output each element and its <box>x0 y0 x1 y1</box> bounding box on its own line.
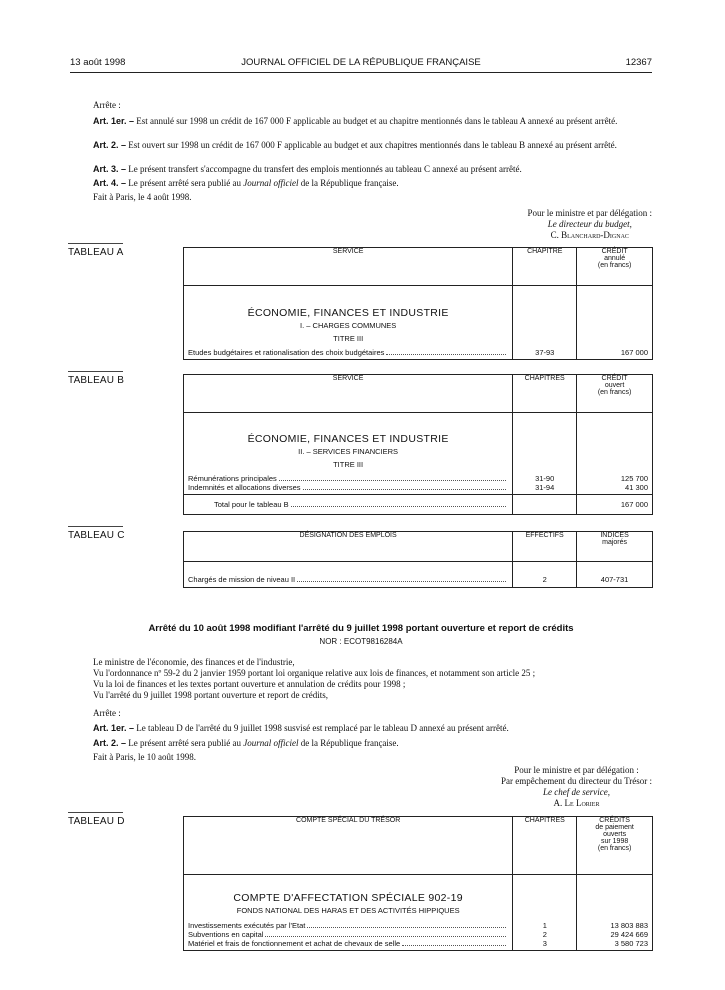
tableau-c-label: TABLEAU C <box>68 526 125 541</box>
account-title: COMPTE D'AFFECTATION SPÉCIALE 902-19 <box>233 892 463 904</box>
tableau-b-label: TABLEAU B <box>68 371 124 386</box>
col-credit: CRÉDIT annulé (en francs) <box>577 248 653 286</box>
tableau-c <box>183 531 653 588</box>
header-date: 13 août 1998 <box>70 57 126 68</box>
header-journal: JOURNAL OFFICIEL DE LA RÉPUBLIQUE FRANÇAISE <box>241 57 481 68</box>
visa-arrete: Vu l'arrêté du 9 juillet 1998 portant ouverture et report de crédits, <box>93 690 329 700</box>
decree-title: Arrêté du 10 août 1998 modifiant l'arrêté du 9 juillet 1998 portant ouverture et report de crédits <box>148 623 574 634</box>
arrete-heading: Arrête : <box>93 708 121 718</box>
col-indices: INDICES majorés <box>577 532 653 562</box>
row-credit: 125 700 <box>620 474 648 483</box>
table-row: Investissements exécutés par l'Etat <box>188 921 508 930</box>
row-chapitre: 37-93 <box>513 286 577 360</box>
col-compte: COMPTE SPÉCIAL DU TRÉSOR <box>184 817 513 875</box>
row-chapitre: 31-90 <box>535 474 555 483</box>
ministry-title: ÉCONOMIE, FINANCES ET INDUSTRIE <box>247 307 449 319</box>
article-4: Art. 4. – Le présent arrêté sera publié au Journal officiel de la République française. <box>93 178 399 188</box>
visa-minister: Le ministre de l'économie, des finances et de l'industrie, <box>93 657 295 667</box>
row-credit: 29 424 669 <box>610 930 648 939</box>
tableau-d <box>183 816 653 951</box>
signature-block: Pour le ministre et par délégation : Le directeur du budget, C. Blanchard-Dignac <box>527 208 652 240</box>
col-designation: DÉSIGNATION DES EMPLOIS <box>184 532 513 562</box>
row-chapitre: 2 <box>542 930 547 939</box>
row-chapitre: 1 <box>542 921 547 930</box>
row-credit: 167 000 <box>577 286 653 360</box>
table-row: Indemnités et allocations diverses <box>188 483 508 492</box>
fait-a-paris: Fait à Paris, le 4 août 1998. <box>93 192 192 202</box>
nor-reference: NOR : ECOT9816284A <box>319 637 403 646</box>
tableau-b <box>183 374 653 515</box>
table-row: Chargés de mission de niveau II <box>188 575 508 584</box>
visa-loi: Vu la loi de finances et les textes portant ouverture et annulation de crédits pour 1998 ; <box>93 679 406 689</box>
col-credit: CRÉDIT ouvert (en francs) <box>577 375 653 413</box>
col-effectifs: EFFECTIFS <box>513 532 577 562</box>
section-title: II. – SERVICES FINANCIERS <box>298 447 399 456</box>
page-header <box>70 57 652 71</box>
row-chapitre: 31-94 <box>535 483 555 492</box>
table-row: Subventions en capital <box>188 930 508 939</box>
row-indices: 407-731 <box>577 562 653 588</box>
table-row: Etudes budgétaires et rationalisation des choix budgétaires <box>188 348 508 357</box>
tableau-d-label: TABLEAU D <box>68 812 125 827</box>
signature-block: Pour le ministre et par délégation : Par empêchement du directeur du Trésor : Le chef de service, A. Le Lorier <box>501 765 652 808</box>
titre-heading: TITRE III <box>333 334 364 343</box>
row-credit: 41 300 <box>625 483 648 492</box>
tableau-a <box>183 247 653 360</box>
col-chapitres: CHAPITRES <box>513 817 577 875</box>
ministry-title: ÉCONOMIE, FINANCES ET INDUSTRIE <box>247 433 449 445</box>
article-3: Art. 3. – Le présent transfert s'accompagne du transfert des emplois mentionnés au tableau C annexé au présent arrêté. <box>93 164 522 174</box>
titre-heading: TITRE III <box>333 460 364 469</box>
col-credits: CRÉDITS de paiement ouverts sur 1998 (en francs) <box>577 817 653 875</box>
total-value: 167 000 <box>577 495 653 515</box>
article-1: Art. 1er. – Le tableau D de l'arrêté du 9 juillet 1998 susvisé est remplacé par le tableau D annexé au présent arrêté. <box>93 723 509 733</box>
header-rule <box>70 72 652 73</box>
fait-a-paris: Fait à Paris, le 10 août 1998. <box>93 752 196 762</box>
header-page-number: 12367 <box>625 57 652 68</box>
account-subtitle: FONDS NATIONAL DES HARAS ET DES ACTIVITÉS HIPPIQUES <box>236 906 460 915</box>
article-2: Art. 2. – Est ouvert sur 1998 un crédit de 167 000 F applicable au budget et aux chapitres mentionnés dans le tableau B annexé au présent arrêté. <box>93 140 617 150</box>
row-effectifs: 2 <box>513 562 577 588</box>
col-service: SERVICE <box>184 248 513 286</box>
visa-ordonnance: Vu l'ordonnance nº 59-2 du 2 janvier 1959 portant loi organique relative aux lois de finances, et notamment son article 25 ; <box>93 668 536 678</box>
row-credit: 13 803 883 <box>610 921 648 930</box>
tableau-a-label: TABLEAU A <box>68 243 124 258</box>
arrete-heading: Arrête : <box>93 100 121 110</box>
article-1: Art. 1er. – Est annulé sur 1998 un crédit de 167 000 F applicable au budget et au chapitre mentionnés dans le tableau A annexé au présent arrêté. <box>93 116 618 126</box>
table-row: Rémunérations principales <box>188 474 508 483</box>
table-row: Matériel et frais de fonctionnement et achat de chevaux de selle <box>188 939 508 948</box>
col-chapitres: CHAPITRES <box>513 375 577 413</box>
article-2: Art. 2. – Le présent arrêté sera publié au Journal officiel de la République française. <box>93 738 399 748</box>
row-credit: 3 580 723 <box>614 939 648 948</box>
col-chapitre: CHAPITRE <box>513 248 577 286</box>
col-service: SERVICE <box>184 375 513 413</box>
total-row: Total pour le tableau B <box>188 500 508 509</box>
row-chapitre: 3 <box>542 939 547 948</box>
section-title: I. – CHARGES COMMUNES <box>300 321 397 330</box>
